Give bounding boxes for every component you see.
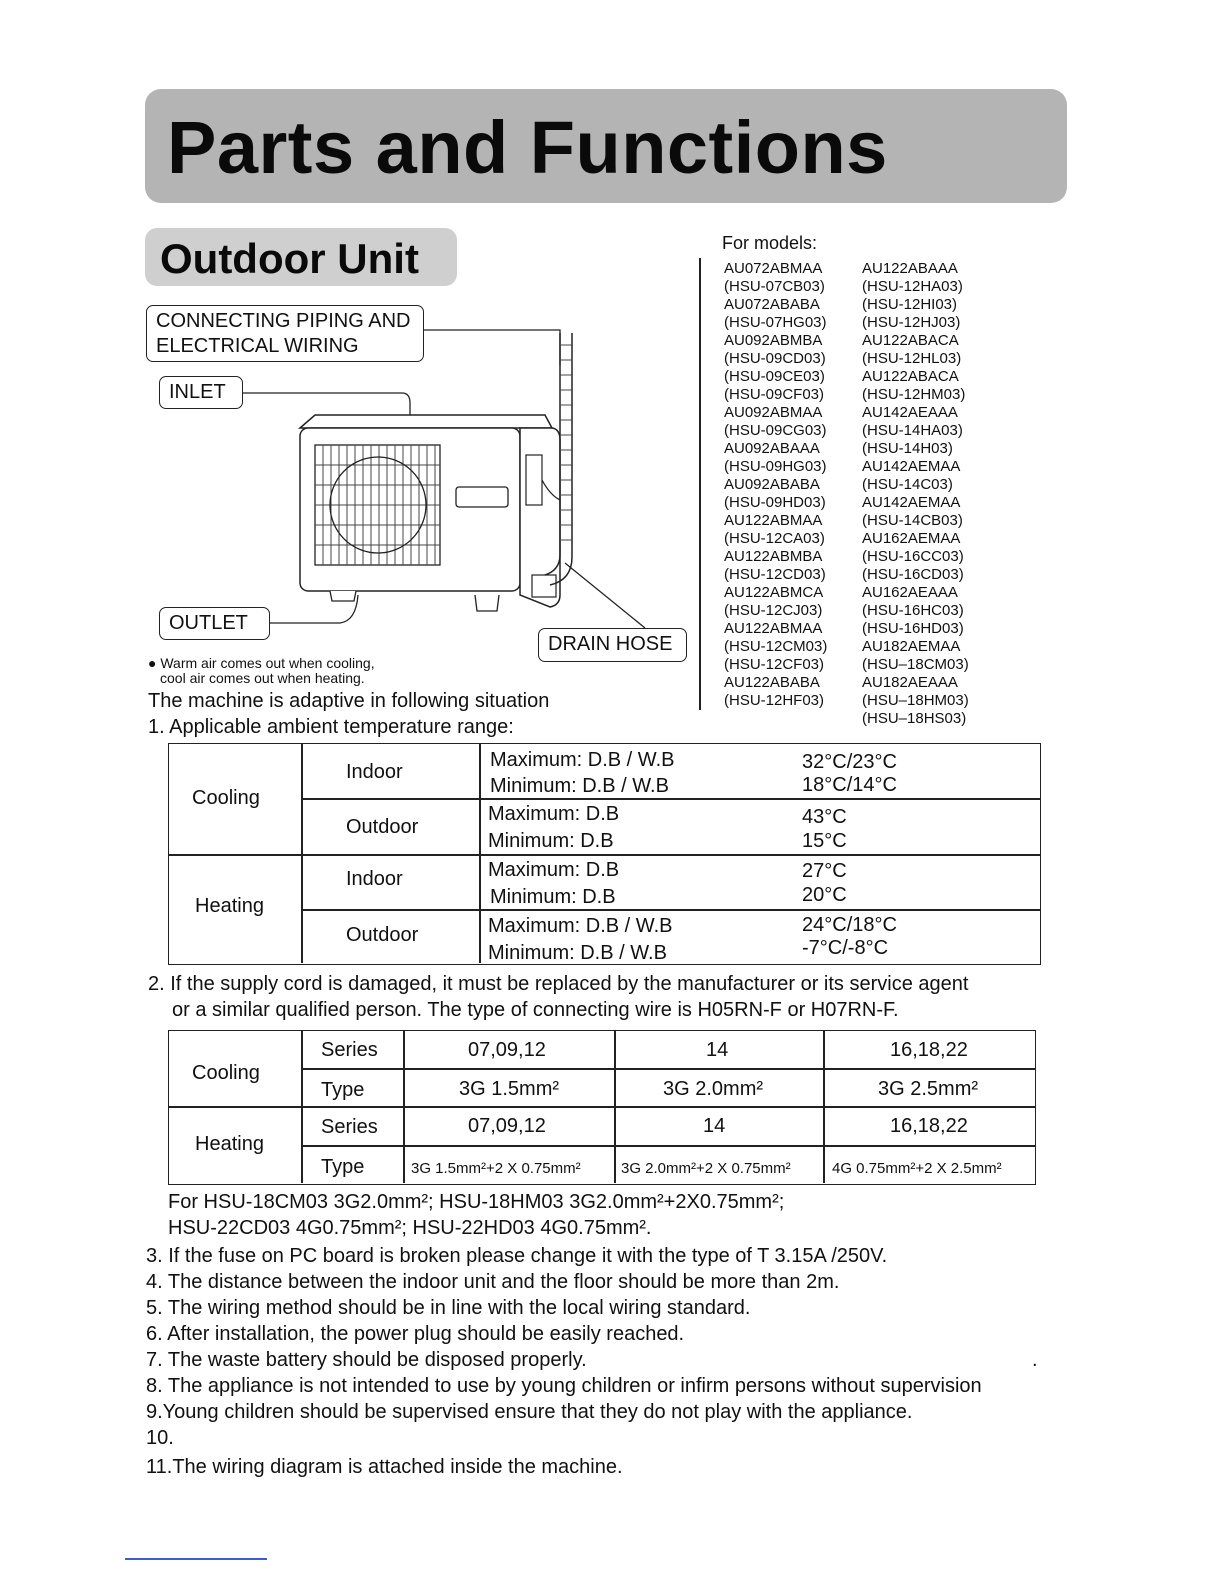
series-label: Series <box>321 1116 378 1138</box>
cooling-type-2: 3G 2.0mm² <box>663 1078 764 1100</box>
item-1: 1. Applicable ambient temperature range: <box>148 716 514 738</box>
models-heading: For models: <box>722 233 818 253</box>
type-label: Type <box>321 1156 365 1178</box>
footer-rule <box>125 1558 267 1560</box>
page-title: Parts and Functions <box>167 106 888 189</box>
row4-min: Minimum: D.B / W.B <box>488 942 667 964</box>
adaptive-intro: The machine is adaptive in following situation <box>148 690 550 712</box>
row4-value-max: 24°C/18°C <box>802 914 897 936</box>
item-7-dot: . <box>1032 1349 1038 1371</box>
air-note-line1: ● Warm air comes out when cooling, <box>148 655 375 671</box>
indoor-label: Indoor <box>346 761 403 783</box>
item-6: 6. After installation, the power plug should be easily reached. <box>146 1323 685 1345</box>
cooling-type-3: 3G 2.5mm² <box>878 1078 979 1100</box>
indoor-label: Indoor <box>346 868 403 890</box>
cooling-label: Cooling <box>192 787 260 809</box>
models-divider <box>699 258 701 710</box>
title-banner <box>145 89 1067 203</box>
cooling-series-3: 16,18,22 <box>890 1039 968 1061</box>
item-2-line1: 2. If the supply cord is damaged, it must be replaced by the manufacturer or its service agent <box>148 973 969 995</box>
heating-type-3: 4G 0.75mm²+2 X 2.5mm² <box>832 1160 1002 1177</box>
cooling-type-1: 3G 1.5mm² <box>459 1078 560 1100</box>
item-3: 3. If the fuse on PC board is broken please change it with the type of T 3.15A /250V. <box>146 1245 888 1267</box>
temperature-table <box>168 743 1041 965</box>
model-exception-line1: For HSU-18CM03 3G2.0mm²; HSU-18HM03 3G2.0mm²+2X0.75mm²; <box>168 1191 785 1213</box>
item-9: 9.Young children should be supervised ensure that they do not play with the appliance. <box>146 1401 913 1423</box>
row1-value-max: 32°C/23°C <box>802 751 897 773</box>
row2-value-min: 15°C <box>802 830 847 852</box>
callout-connecting-piping <box>146 305 424 362</box>
label-inlet: INLET <box>169 381 226 403</box>
row2-value-max: 43°C <box>802 806 847 828</box>
label-outlet: OUTLET <box>169 612 248 634</box>
cooling-label: Cooling <box>192 1062 260 1084</box>
row3-value-min: 20°C <box>802 884 847 906</box>
models-column-1: AU072ABMAA (HSU-07CB03) AU072ABABA (HSU-07HG03) AU092ABMBA (HSU-09CD03) (HSU-09CE03) (HSU-09CF03) AU092ABMAA (HSU-09CG03) AU092ABAAA (HSU-09HG03) AU092ABABA (HSU-09HD03) AU122ABMAA (HSU-12CA03) AU122ABMBA (HSU-12CD03) AU122ABMCA (HSU-12CJ03) AU122ABMAA (HSU-12CM03) (HSU-12CF03) AU122ABABA (HSU-12HF03) <box>724 260 828 709</box>
item-4: 4. The distance between the indoor unit and the floor should be more than 2m. <box>146 1271 840 1293</box>
cooling-series-1: 07,09,12 <box>468 1039 546 1061</box>
heating-type-1: 3G 1.5mm²+2 X 0.75mm² <box>411 1160 581 1177</box>
row1-value-min: 18°C/14°C <box>802 774 897 796</box>
section-title: Outdoor Unit <box>160 235 419 282</box>
row1-max: Maximum: D.B / W.B <box>490 749 675 771</box>
row3-value-max: 27°C <box>802 860 847 882</box>
series-label: Series <box>321 1039 378 1061</box>
item-7: 7. The waste battery should be disposed properly. <box>146 1349 587 1371</box>
row3-max: Maximum: D.B <box>488 859 620 881</box>
row3-min: Minimum: D.B <box>490 886 616 908</box>
row4-value-min: -7°C/-8°C <box>802 937 889 959</box>
label-piping: CONNECTING PIPING AND <box>156 310 411 332</box>
heating-series-2: 14 <box>703 1115 726 1137</box>
callout-inlet <box>159 376 243 409</box>
item-11: 11.The wiring diagram is attached inside the machine. <box>146 1456 623 1478</box>
label-wiring: ELECTRICAL WIRING <box>156 335 359 357</box>
models-column-2: AU122ABAAA (HSU-12HA03) (HSU-12HI03) (HSU-12HJ03) AU122ABACA (HSU-12HL03) AU122ABACA (HSU-12HM03) AU142AEAAA (HSU-14HA03) (HSU-14H03) AU142AEMAA (HSU-14C03) AU142AEMAA (HSU-14CB03) AU162AEMAA (HSU-16CC03) (HSU-16CD03) AU162AEAAA (HSU-16HC03) (HSU-16HD03) AU182AEMAA (HSU–18CM03) AU182AEAAA (HSU–18HM03) (HSU–18HS03) <box>862 260 969 727</box>
section-header <box>145 228 457 286</box>
label-drain-hose: DRAIN HOSE <box>548 633 673 655</box>
outdoor-label: Outdoor <box>346 924 419 946</box>
row4-max: Maximum: D.B / W.B <box>488 915 673 937</box>
heating-series-3: 16,18,22 <box>890 1115 968 1137</box>
row1-min: Minimum: D.B / W.B <box>490 775 669 797</box>
heating-label: Heating <box>195 1133 264 1155</box>
heating-type-2: 3G 2.0mm²+2 X 0.75mm² <box>621 1160 791 1177</box>
type-label: Type <box>321 1079 365 1101</box>
air-note-line2: cool air comes out when heating. <box>160 670 365 686</box>
callout-outlet <box>159 607 270 640</box>
item-10: 10. <box>146 1427 174 1449</box>
cooling-series-2: 14 <box>706 1039 729 1061</box>
item-5: 5. The wiring method should be in line with the local wiring standard. <box>146 1297 751 1319</box>
heating-series-1: 07,09,12 <box>468 1115 546 1137</box>
wire-table <box>168 1030 1036 1185</box>
heating-label: Heating <box>195 895 264 917</box>
outdoor-label: Outdoor <box>346 816 419 838</box>
row2-max: Maximum: D.B <box>488 803 620 825</box>
item-8: 8. The appliance is not intended to use by young children or infirm persons without supervision <box>146 1375 982 1397</box>
model-exception-line2: HSU-22CD03 4G0.75mm²; HSU-22HD03 4G0.75mm². <box>168 1217 652 1239</box>
row2-min: Minimum: D.B <box>488 830 614 852</box>
item-2-line2: or a similar qualified person. The type of connecting wire is H05RN-F or H07RN-F. <box>172 999 899 1021</box>
callout-drain-hose <box>538 628 687 662</box>
